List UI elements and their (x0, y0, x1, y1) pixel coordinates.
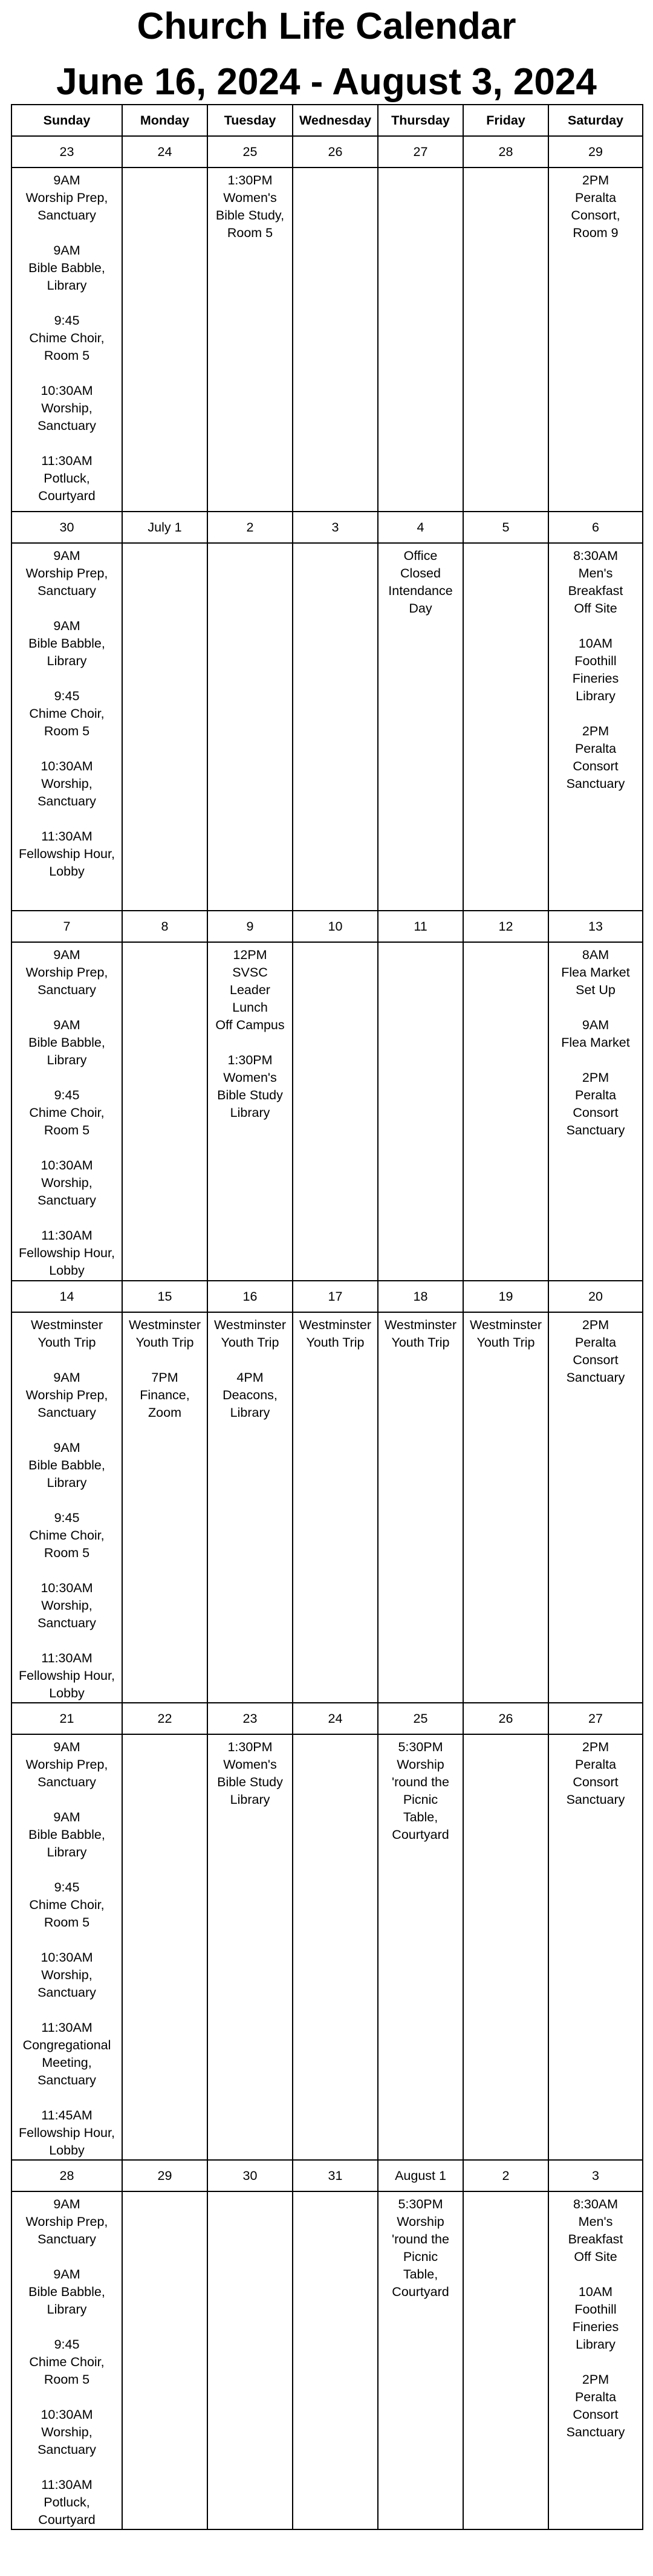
date-number: 4 (378, 512, 463, 543)
event-entry: 9AM Bible Babble, Library (28, 1018, 105, 1067)
calendar-body (11, 136, 643, 2529)
event-entry: 1:30PM Women's Bible Study Library (217, 1053, 283, 1120)
event-entry: 7PM Finance, Zoom (140, 1370, 190, 1420)
event-entry: 9:45 Chime Choir, Room 5 (29, 1880, 105, 1930)
event-entry: 9AM Bible Babble, Library (28, 1440, 105, 1490)
event-entry: 10:30AM Worship, Sanctuary (37, 1581, 96, 1630)
events-row (11, 543, 643, 911)
event-entry: 2PM Peralta Consort Sanctuary (566, 724, 625, 791)
events-row (11, 942, 643, 1281)
event-entry: 8AM Flea Market Set Up (561, 948, 630, 997)
events-row (11, 168, 643, 512)
date-number: 8 (122, 911, 207, 942)
event-entry: 10:30AM Worship, Sanctuary (37, 759, 96, 808)
date-number: 22 (122, 1703, 207, 1734)
day-cell (463, 543, 548, 911)
date-row (11, 2160, 643, 2191)
event-entry: 9AM Bible Babble, Library (28, 2267, 105, 2317)
date-number: 23 (11, 136, 122, 168)
weekday-header: Sunday (11, 105, 122, 136)
day-cell (11, 942, 122, 1281)
day-cell (293, 543, 378, 911)
date-number: 7 (11, 911, 122, 942)
day-cell (207, 2191, 293, 2529)
day-cell (548, 942, 643, 1281)
day-cell (548, 168, 643, 512)
date-number: 30 (207, 2160, 293, 2191)
event-entry: 11:30AM Potluck, Courtyard (38, 454, 96, 503)
event-entry: 9AM Worship Prep, Sanctuary (25, 948, 108, 997)
date-number: 11 (378, 911, 463, 942)
day-cell (293, 2191, 378, 2529)
event-entry: 9AM Worship Prep, Sanctuary (25, 548, 108, 598)
event-entry: 1:30PM Women's Bible Study, Room 5 (215, 173, 285, 240)
event-entry: 11:45AM Fellowship Hour, Lobby (19, 2108, 115, 2158)
date-number: 24 (293, 1703, 378, 1734)
date-number: 17 (293, 1281, 378, 1312)
day-cell (548, 1734, 643, 2160)
date-number: 13 (548, 911, 643, 942)
event-entry: 1:30PM Women's Bible Study Library (217, 1740, 283, 1807)
event-entry: 9AM Worship Prep, Sanctuary (25, 1370, 108, 1420)
event-entry: 11:30AM Congregational Meeting, Sanctuary (22, 2020, 111, 2087)
day-cell (293, 1734, 378, 2160)
event-entry: 2PM Peralta Consort Sanctuary (566, 1070, 625, 1137)
day-cell (293, 1312, 378, 1703)
events-row (11, 1734, 643, 2160)
day-cell (378, 1734, 463, 2160)
weekday-header: Wednesday (293, 105, 378, 136)
day-cell (122, 1734, 207, 2160)
day-cell (207, 1312, 293, 1703)
date-number: 24 (122, 136, 207, 168)
day-cell (207, 168, 293, 512)
day-cell (463, 168, 548, 512)
event-entry: Westminster Youth Trip (30, 1318, 103, 1350)
event-entry: 11:30AM Potluck, Courtyard (38, 2477, 96, 2527)
date-number: 10 (293, 911, 378, 942)
day-cell (122, 1312, 207, 1703)
date-number: 2 (463, 2160, 548, 2191)
date-number: 3 (293, 512, 378, 543)
event-entry: 10:30AM Worship, Sanctuary (37, 1950, 96, 2000)
calendar-title (0, 0, 653, 110)
day-cell (463, 942, 548, 1281)
event-entry: 9AM Worship Prep, Sanctuary (25, 1740, 108, 1789)
date-number: 28 (463, 136, 548, 168)
day-cell (463, 1734, 548, 2160)
event-entry: 10:30AM Worship, Sanctuary (37, 1158, 96, 1208)
event-entry: 5:30PM Worship 'round the Picnic Table, Courtyard (392, 2197, 449, 2299)
date-number: 27 (378, 136, 463, 168)
event-entry: 9AM Worship Prep, Sanctuary (25, 2197, 108, 2246)
day-cell (378, 168, 463, 512)
event-entry: 2PM Peralta Consort Sanctuary (566, 2372, 625, 2439)
date-number: 5 (463, 512, 548, 543)
event-entry: 9:45 Chime Choir, Room 5 (29, 689, 105, 738)
event-entry: 2PM Peralta Consort Sanctuary (566, 1318, 625, 1385)
date-row (11, 911, 643, 942)
calendar-table (11, 104, 643, 2530)
date-number: 25 (378, 1703, 463, 1734)
date-number: 29 (548, 136, 643, 168)
date-number: 3 (548, 2160, 643, 2191)
day-cell (293, 168, 378, 512)
date-row (11, 1703, 643, 1734)
date-number: 28 (11, 2160, 122, 2191)
event-entry: 10:30AM Worship, Sanctuary (37, 2407, 96, 2457)
event-entry: 9AM Bible Babble, Library (28, 619, 105, 668)
date-number: 14 (11, 1281, 122, 1312)
day-cell (207, 942, 293, 1281)
event-entry: 10:30AM Worship, Sanctuary (37, 383, 96, 433)
date-number: 16 (207, 1281, 293, 1312)
event-entry: 9AM Bible Babble, Library (28, 1810, 105, 1859)
weekday-header: Friday (463, 105, 548, 136)
event-entry: 9:45 Chime Choir, Room 5 (29, 313, 105, 363)
date-number: 25 (207, 136, 293, 168)
event-entry: 9:45 Chime Choir, Room 5 (29, 2337, 105, 2387)
event-entry: 9:45 Chime Choir, Room 5 (29, 1088, 105, 1137)
date-number: August 1 (378, 2160, 463, 2191)
event-entry: 8:30AM Men's Breakfast Off Site (568, 548, 623, 616)
date-number: 6 (548, 512, 643, 543)
date-number: 15 (122, 1281, 207, 1312)
event-entry: 9AM Bible Babble, Library (28, 243, 105, 293)
event-entry: 12PM SVSC Leader Lunch Off Campus (215, 948, 285, 1032)
day-cell (11, 543, 122, 911)
event-entry: 4PM Deacons, Library (223, 1370, 278, 1420)
event-entry: Westminster Youth Trip (469, 1318, 542, 1350)
event-entry: 2PM Peralta Consort Sanctuary (566, 1740, 625, 1807)
weekday-header: Thursday (378, 105, 463, 136)
events-row (11, 1312, 643, 1703)
event-entry: 2PM Peralta Consort, Room 9 (571, 173, 620, 240)
event-entry: 11:30AM Fellowship Hour, Lobby (19, 829, 115, 879)
date-row (11, 136, 643, 168)
day-cell (548, 2191, 643, 2529)
date-number: 29 (122, 2160, 207, 2191)
weekday-header: Tuesday (207, 105, 293, 136)
event-entry: Westminster Youth Trip (213, 1318, 287, 1350)
day-cell (11, 1312, 122, 1703)
day-cell (378, 2191, 463, 2529)
day-cell (11, 168, 122, 512)
date-number: 26 (293, 136, 378, 168)
day-cell (548, 1312, 643, 1703)
date-number: 31 (293, 2160, 378, 2191)
weekday-header: Monday (122, 105, 207, 136)
event-entry: 11:30AM Fellowship Hour, Lobby (19, 1651, 115, 1700)
event-entry: 9AM Worship Prep, Sanctuary (25, 173, 108, 223)
date-number: 2 (207, 512, 293, 543)
day-cell (122, 543, 207, 911)
day-cell (207, 543, 293, 911)
day-cell (378, 1312, 463, 1703)
weekday-header-row (11, 105, 643, 136)
events-row (11, 2191, 643, 2529)
date-number: 20 (548, 1281, 643, 1312)
event-entry: 9:45 Chime Choir, Room 5 (29, 1511, 105, 1560)
date-number: 9 (207, 911, 293, 942)
date-number: 30 (11, 512, 122, 543)
event-entry: 8:30AM Men's Breakfast Off Site (568, 2197, 623, 2264)
date-number: 12 (463, 911, 548, 942)
event-entry: 10AM Foothill Fineries Library (572, 2285, 619, 2352)
date-number: 26 (463, 1703, 548, 1734)
date-row (11, 512, 643, 543)
day-cell (122, 942, 207, 1281)
event-entry: 9AM Flea Market (561, 1018, 630, 1050)
day-cell (11, 2191, 122, 2529)
day-cell (122, 168, 207, 512)
event-entry: Westminster Youth Trip (128, 1318, 201, 1350)
day-cell (378, 543, 463, 911)
weekday-header: Saturday (548, 105, 643, 136)
date-number: 27 (548, 1703, 643, 1734)
date-number: July 1 (122, 512, 207, 543)
event-entry: 10AM Foothill Fineries Library (572, 636, 619, 703)
date-number: 21 (11, 1703, 122, 1734)
day-cell (463, 1312, 548, 1703)
event-entry: Westminster Youth Trip (299, 1318, 372, 1350)
date-number: 18 (378, 1281, 463, 1312)
day-cell (207, 1734, 293, 2160)
day-cell (378, 942, 463, 1281)
date-number: 23 (207, 1703, 293, 1734)
event-entry: 5:30PM Worship 'round the Picnic Table, Courtyard (392, 1740, 449, 1842)
day-cell (11, 1734, 122, 2160)
calendar-title-line1: Church Life Calendar (137, 5, 516, 47)
day-cell (293, 942, 378, 1281)
date-row (11, 1281, 643, 1312)
day-cell (463, 2191, 548, 2529)
date-number: 19 (463, 1281, 548, 1312)
day-cell (122, 2191, 207, 2529)
event-entry: Westminster Youth Trip (384, 1318, 457, 1350)
calendar-title-line2: June 16, 2024 - August 3, 2024 (56, 61, 597, 103)
event-entry: 11:30AM Fellowship Hour, Lobby (19, 1228, 115, 1278)
event-entry: Office Closed Intendance Day (388, 548, 453, 616)
day-cell (548, 543, 643, 911)
